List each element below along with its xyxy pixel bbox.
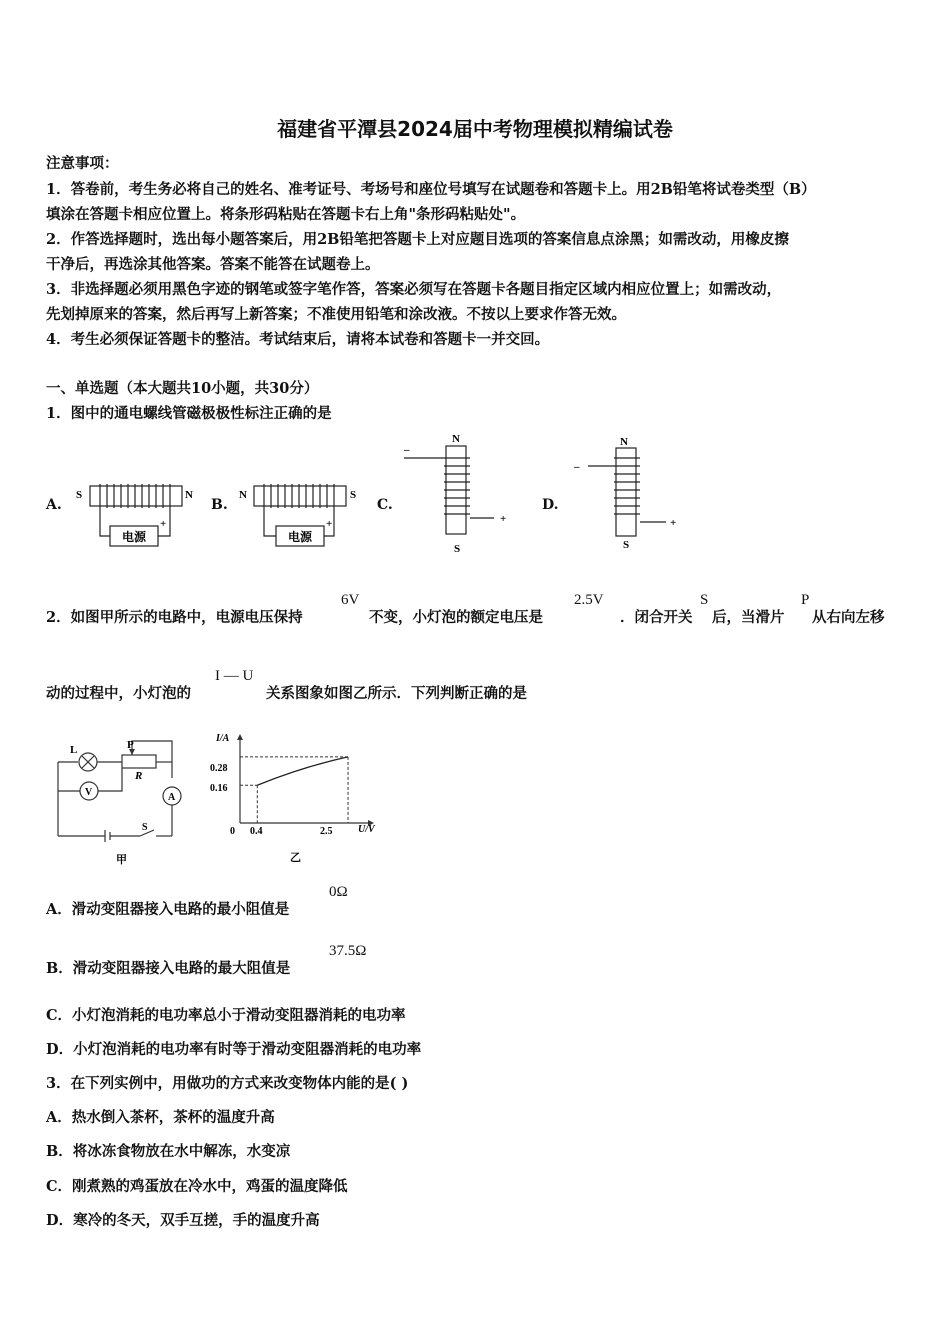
notice-line: 4．考生必须保证答题卡的整洁。考试结束后，请将本试卷和答题卡一并交回。 (46, 331, 550, 348)
plus-label: + (670, 517, 677, 529)
q2-value-p: P (801, 592, 810, 608)
q2-stem-part: 2．如图甲所示的电路中，电源电压保持 (46, 609, 303, 626)
q2-stem-part: 后，当滑片 (712, 609, 785, 626)
q3-stem: 3．在下列实例中，用做功的方式来改变物体内能的是( ) (46, 1075, 409, 1092)
pole-n-label: N (185, 489, 193, 501)
q2-stem-part: 关系图象如图乙所示．下列判断正确的是 (266, 685, 527, 702)
slider-label: P (127, 739, 134, 751)
q3-option-c: C．刚煮熟的鸡蛋放在冷水中，鸡蛋的温度降低 (46, 1178, 348, 1195)
q2-option-b: B．滑动变阻器接入电路的最大阻值是 (46, 960, 291, 977)
iu-curve (257, 757, 348, 785)
q2-option-c: C．小灯泡消耗的电功率总小于滑动变阻器消耗的电功率 (46, 1007, 406, 1024)
minus-label: – (574, 461, 580, 473)
q1-option-c-label: C. (377, 497, 393, 513)
notice-heading: 注意事项： (46, 155, 119, 172)
pole-s-label: S (623, 539, 630, 551)
notice-line: 干净后，再选涂其他答案。答案不能答在试题卷上。 (46, 256, 380, 273)
q1-stem: 1．图中的通电螺线管磁极极性标注正确的是 (46, 405, 332, 422)
plus-label: + (326, 518, 333, 530)
notice-line: 填涂在答题卡相应位置上。将条形码粘贴在答题卡右上角"条形码粘贴处"。 (46, 206, 526, 223)
q2-stem-part: 动的过程中，小灯泡的 (46, 685, 191, 702)
page-title: 福建省平潭县2024届中考物理模拟精编试卷 (277, 117, 673, 141)
q2-stem-part: 从右向左移 (812, 609, 885, 626)
x-tick-label: 2.5 (320, 826, 333, 837)
pole-s-label: S (454, 543, 461, 555)
solenoid-figure-b (236, 478, 366, 550)
solenoid-figure-a (70, 478, 200, 550)
graph-y-label: I/A (216, 733, 230, 744)
section-heading: 一、单选题（本大题共10小题，共30分） (46, 380, 319, 397)
q2-value-6v: 6V (341, 592, 360, 608)
pole-n-label: N (239, 489, 247, 501)
q1-option-b-label: B. (211, 497, 228, 513)
solenoid-figure-d (568, 428, 698, 558)
y-tick-label: 0.28 (210, 763, 228, 774)
q2-option-b-value: 37.5Ω (329, 943, 367, 959)
q2-option-d: D．小灯泡消耗的电功率有时等于滑动变阻器消耗的电功率 (46, 1041, 422, 1058)
q1-option-a-label: A. (46, 497, 62, 513)
q2-option-a-value: 0Ω (329, 884, 348, 900)
q1-option-d-label: D. (542, 497, 559, 513)
q3-option-d: D．寒冷的冬天，双手互搓，手的温度升高 (46, 1212, 320, 1229)
notice-line: 3．非选择题必须用黑色字迹的钢笔或签字笔作答，答案必须写在答题卡各题目指定区域内相应位置上；如需改动， (46, 281, 782, 298)
ammeter-label: A (168, 792, 176, 803)
notice-line: 先划掉原来的答案，然后再写上新答案；不准使用铅笔和涂改液。不按以上要求作答无效。 (46, 306, 626, 323)
switch-label: S (142, 822, 148, 833)
q2-stem-part: ．闭合开关 (620, 609, 693, 626)
pole-n-label: N (620, 436, 628, 448)
notice-line: 2．作答选择题时，选出每小题答案后，用2B铅笔把答题卡上对应题目选项的答案信息点涂黑；如需改动，用橡皮擦 (46, 231, 789, 248)
circuit-diagram (50, 733, 190, 868)
plus-label: + (160, 518, 167, 530)
pole-s-label: S (76, 489, 83, 501)
voltmeter-label: V (85, 787, 93, 798)
x-tick-label: 0.4 (250, 826, 263, 837)
graph-origin-label: 0 (230, 826, 235, 837)
q2-option-a: A．滑动变阻器接入电路的最小阻值是 (46, 901, 290, 918)
q2-value-2-5v: 2.5V (574, 592, 604, 608)
q3-option-a: A．热水倒入茶杯，茶杯的温度升高 (46, 1109, 275, 1126)
plus-label: + (500, 513, 507, 525)
minus-label: – (404, 444, 410, 456)
rheostat-label: R (135, 770, 143, 782)
q2-value-s: S (700, 592, 709, 608)
figure-caption: 甲 (116, 854, 127, 866)
y-tick-label: 0.16 (210, 783, 228, 794)
pole-s-label: S (350, 489, 357, 501)
solenoid-figure-c (400, 428, 530, 558)
q2-stem-part: 不变，小灯泡的额定电压是 (369, 609, 543, 626)
pole-n-label: N (452, 433, 460, 445)
power-label: 电源 (288, 530, 313, 544)
notice-line: 1．答卷前，考生务必将自己的姓名、准考证号、考场号和座位号填写在试题卷和答题卡上。用2B铅笔将试卷类型（B） (46, 181, 816, 198)
q2-value-iu: I — U (215, 668, 254, 684)
graph-x-label: U/V (358, 824, 375, 835)
figure-caption: 乙 (290, 852, 301, 864)
q3-option-b: B．将冰冻食物放在水中解冻，水变凉 (46, 1143, 291, 1160)
iu-graph (206, 728, 386, 868)
power-label: 电源 (122, 530, 147, 544)
lamp-label: L (70, 744, 78, 756)
